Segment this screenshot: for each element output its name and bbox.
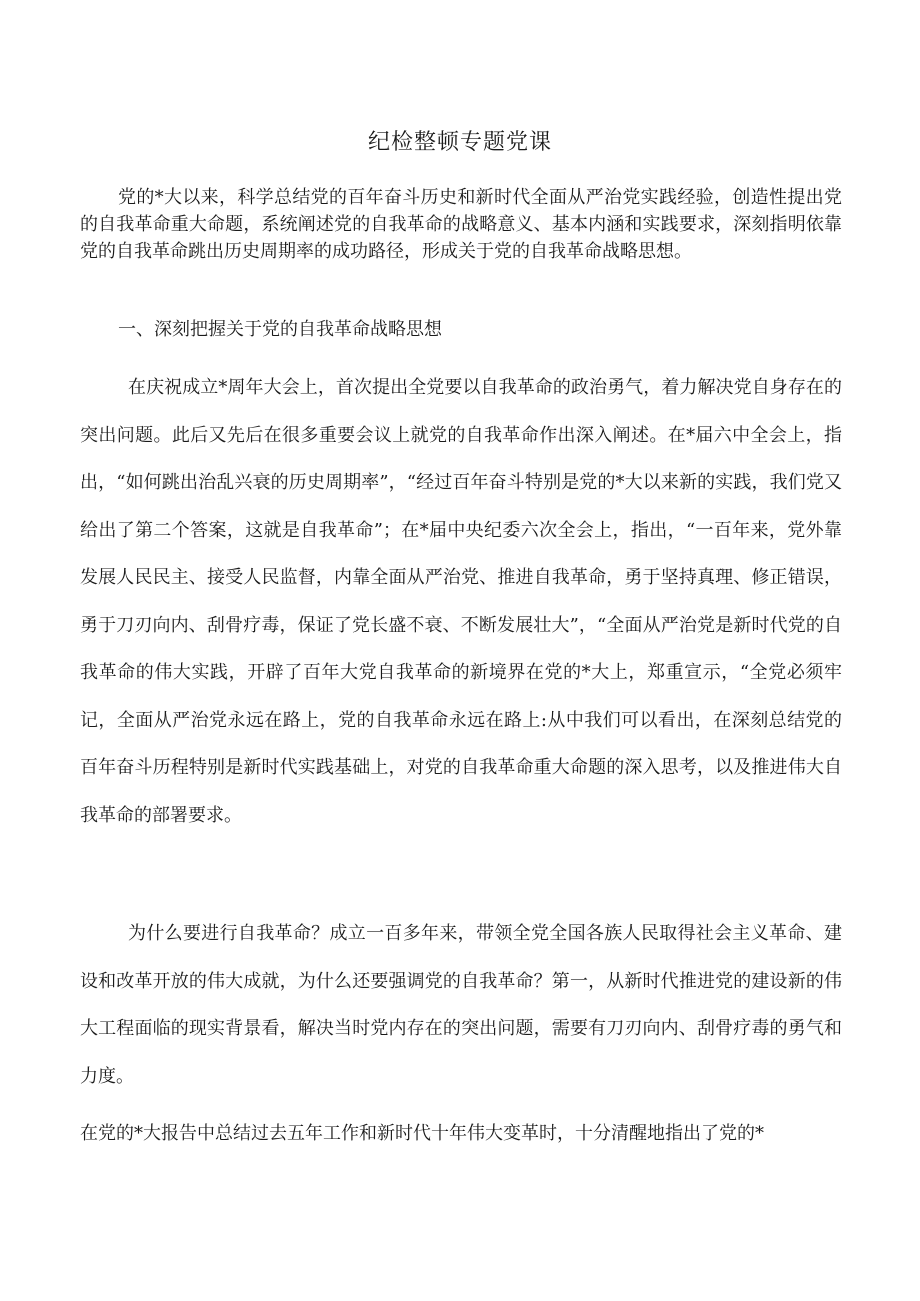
section-heading: 一、深刻把握关于党的自我革命战略思想: [118, 319, 442, 340]
body-paragraph: 在党的*大报告中总结过去五年工作和新时代十年伟大变革时，十分清醒地指出了党的*: [80, 1123, 764, 1144]
document-title: 纪检整顿专题党课: [367, 130, 552, 155]
body-paragraph: 在庆祝成立*周年大会上，首次提出全党要以自我革命的政治勇气，着力解决党自身存在的突出问题。此后又先后在很多重要会议上就党的自我革命作出深入阐述。在*届六中全会上，指出，“如何跳出治乱兴衰的历史周期率”，“经过百年奋斗特别是党的*大以来新的实践，我们党又给出了第二个答案，这就是自我革命”；在*届中央纪委六次全会上，指出，“一百年来，党外靠发展人民民主、接受人民监督，内靠全面从严治党、推进自我革命，勇于坚持真理、修正错误，勇于刀刃向内、刮骨疗毒，保证了党长盛不衰、不断发展壮大”，“全面从严治党是新时代党的自我革命的伟大实践，开辟了百年大党自我革命的新境界在党的*大上，郑重宣示，“全党必须牢记，全面从严治党永远在路上，党的自我革命永远在路上:从中我们可以看出，在深刻总结党的百年奋斗历程特别是新时代实践基础上，对党的自我革命重大命题的深入思考，以及推进伟大自我革命的部署要求。: [80, 377, 842, 826]
intro-paragraph: 党的*大以来，科学总结党的百年奋斗历史和新时代全面从严治党实践经验，创造性提出党的自我革命重大命题，系统阐述党的自我革命的战略意义、基本内涵和实践要求，深刻指明依靠党的自我革命跳出历史周期率的成功路径，形成关于党的自我革命战略思想。: [80, 187, 842, 262]
body-paragraph: 为什么要进行自我革命？成立一百多年来，带领全党全国各族人民取得社会主义革命、建设和改革开放的伟大成就，为什么还要强调党的自我革命？第一，从新时代推进党的建设新的伟大工程面临的现实背景看，解决当时党内存在的突出问题，需要有刀刃向内、刮骨疗毒的勇气和力度。: [80, 923, 842, 1087]
